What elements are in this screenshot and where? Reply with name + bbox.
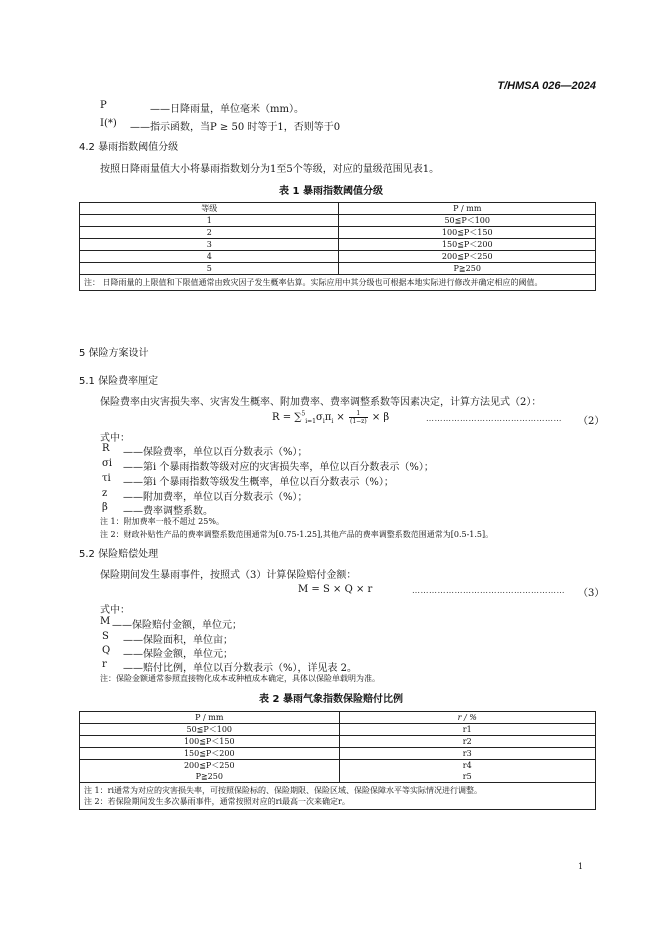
def-sigma-symbol: σi: [102, 458, 113, 469]
table-cell: 200≦P＜250: [80, 760, 340, 772]
table-2-note-2: 注 2：若保险期间发生多次暴雨事件，通常按照对应的ri最高一次来确定r。: [84, 797, 350, 806]
section-5-2-paragraph: 保险期间发生暴雨事件，按照式（3）计算保险赔付金额：: [100, 570, 357, 581]
formula-2-number: （2）: [578, 416, 605, 427]
table-2-caption: 表 2 暴雨气象指数保险赔付比例: [259, 694, 403, 705]
table-cell: 50≦P＜100: [80, 724, 340, 736]
fraction: [349, 410, 368, 425]
formula-2-lhs: R =: [272, 412, 295, 423]
formula-2-tail: × β: [368, 412, 390, 423]
table-2-header-row: [80, 712, 596, 724]
table-cell: 150≦P＜200: [339, 239, 596, 251]
sigma-term: σ: [316, 412, 323, 423]
table-cell: r2: [339, 736, 595, 748]
table-cell: r3: [339, 748, 595, 760]
table-2-header-r: r / %: [339, 712, 595, 724]
fraction-denominator: (1−z): [350, 418, 367, 425]
table-row: [80, 748, 596, 760]
def-indicator-desc: ——指示函数，当P ≥ 50 时等于1，否则等于0: [130, 122, 341, 133]
table-cell: 50≦P＜100: [339, 215, 596, 227]
table-cell: 100≦P＜150: [339, 227, 596, 239]
section-5-1-paragraph: 保险费率由灾害损失率、灾害发生概率、附加费率、费率调整系数等因素决定，计算方法见式（2）：: [100, 397, 542, 408]
formula-2-leader-dots: …………………………………………: [426, 414, 562, 423]
def-tau-symbol: τi: [102, 473, 111, 484]
formula-2: [272, 410, 389, 425]
def-m-symbol: M: [100, 616, 111, 627]
section-5-2-heading: 5.2 保险赔偿处理: [79, 549, 159, 560]
table-cell: 200≦P＜250: [339, 251, 596, 263]
table-1-caption: 表 1 暴雨指数阈值分级: [279, 186, 383, 197]
table-row: [80, 227, 596, 239]
table-row: [80, 263, 596, 275]
page-number: 1: [578, 862, 584, 871]
def-beta-desc: ——费率调整系数。: [123, 506, 213, 517]
def-sigma-desc: ——第i 个暴雨指数等级对应的灾害损失率，单位以百分数表示（%）；: [123, 462, 434, 473]
note-1: 注 1：附加费率一般不超过 25%。: [100, 517, 224, 526]
fraction-numerator: 1: [349, 410, 368, 418]
table-cell: 5: [80, 263, 339, 275]
summation-symbol: ∑: [294, 412, 302, 423]
def-q-symbol: Q: [102, 645, 111, 656]
table-row: [80, 736, 596, 748]
table-row: [80, 239, 596, 251]
def-q-desc: ——保险金额，单位元；: [123, 649, 233, 660]
def-r-desc: ——保险费率，单位以百分数表示（%）；: [123, 447, 308, 458]
table-row: [80, 724, 596, 736]
def-tau-desc: ——第i 个暴雨指数等级发生概率，单位以百分数表示（%）；: [123, 477, 394, 488]
def-ratio-symbol: r: [102, 659, 107, 670]
table-cell: 4: [80, 251, 339, 263]
table-2-header-p: P / mm: [80, 712, 340, 724]
table-2: [79, 711, 596, 810]
table-1-header-row: [80, 203, 596, 215]
table-cell: P≧250: [80, 771, 340, 783]
def-ratio-desc: ——赔付比例，单位以百分数表示（%），详见表 2。: [123, 663, 358, 674]
table-cell: r1: [339, 724, 595, 736]
section-5-1-heading: 5.1 保险费率厘定: [79, 376, 159, 387]
table-cell: 1: [80, 215, 339, 227]
def-m-desc: ——保险赔付金额，单位元；: [112, 620, 242, 631]
table-cell: r5: [339, 771, 595, 783]
where-label: 式中：: [100, 433, 130, 444]
table-cell: 3: [80, 239, 339, 251]
table-2-note-row: [80, 783, 596, 810]
def-p-desc: ——日降雨量，单位毫米（mm）。: [150, 104, 304, 115]
table-row: [80, 215, 596, 227]
table-1-header-grade: 等级: [80, 203, 339, 215]
table-cell: 150≦P＜200: [80, 748, 340, 760]
table-cell: 2: [80, 227, 339, 239]
pi-sub: i: [331, 418, 334, 425]
section-5-heading: 5 保险方案设计: [79, 348, 149, 359]
sigma-sub: i: [322, 418, 325, 425]
formula-3: M = S × Q × r: [298, 584, 373, 595]
times-symbol: ×: [333, 412, 348, 423]
section-4-2-paragraph: 按照日降雨量值大小将暴雨指数划分为1至5个等级，对应的量级范围见表1。: [100, 164, 440, 175]
def-r-symbol: R: [102, 443, 110, 454]
table-2-note-1: 注 1：ri通常为对应的灾害损失率，可按照保险标的、保险期限、保险区域、保险保障水平等实际情况进行调整。: [84, 786, 483, 795]
def-z-symbol: z: [102, 488, 108, 499]
note-2: 注 2：财政补贴性产品的费率调整系数范围通常为[0.75-1.25],其他产品的费率调整系数范围通常为[0.5-1.5]。: [100, 530, 494, 539]
formula-3-number: （3）: [578, 588, 605, 599]
table-row: [80, 251, 596, 263]
note-amount: 注：保险金额通常参照直接物化成本或种植成本确定，具体以保险单载明为准。: [100, 674, 380, 683]
summation-lower: i=1: [305, 418, 316, 425]
def-beta-symbol: β: [102, 502, 108, 513]
section-4-2-heading: 4.2 暴雨指数阈值分级: [79, 142, 179, 153]
table-cell: P≧250: [339, 263, 596, 275]
table-2-notes: [80, 783, 596, 810]
table-1-header-p: P / mm: [339, 203, 596, 215]
table-row: [80, 760, 596, 772]
table-1-note-row: [80, 275, 596, 291]
pi-term: π: [324, 412, 332, 423]
def-p-symbol: P: [100, 100, 107, 111]
formula-3-leader-dots: ………………………………………………: [412, 586, 565, 595]
document-code: T/HMSA 026—2024: [497, 80, 596, 92]
where-label-2: 式中：: [100, 605, 130, 616]
summation-upper: 5: [301, 410, 306, 418]
table-1-note: 注： 日降雨量的上限值和下限值通常由致灾因子发生概率估算。实际应用中其分级也可根据本地实际进行修改并确定相应的阈值。: [80, 275, 596, 291]
table-1: [79, 202, 596, 291]
def-s-desc: ——保险面积，单位亩；: [123, 635, 233, 646]
def-indicator-symbol: I(*): [100, 118, 117, 129]
def-z-desc: ——附加费率，单位以百分数表示（%）；: [123, 492, 308, 503]
def-s-symbol: S: [102, 631, 109, 642]
table-cell: 100≦P＜150: [80, 736, 340, 748]
table-cell: r4: [339, 760, 595, 772]
table-row: [80, 771, 596, 783]
